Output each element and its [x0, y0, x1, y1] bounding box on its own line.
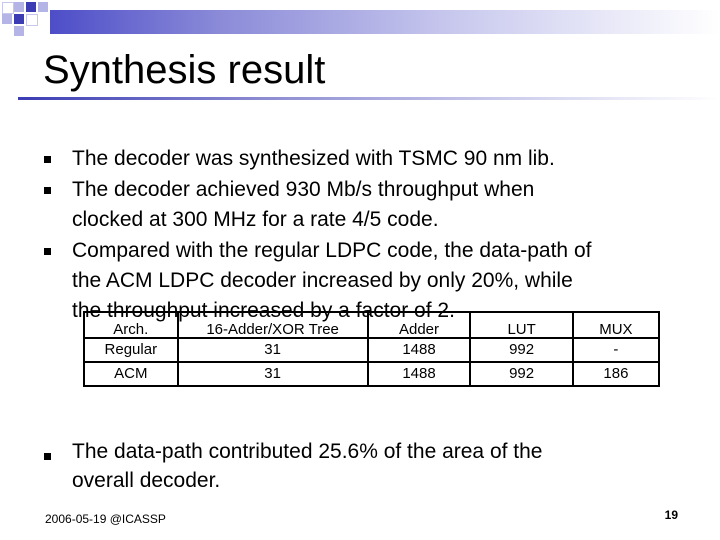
bullet-line: Compared with the regular LDPC code, the data-path of [72, 239, 592, 262]
table-header-row [84, 312, 659, 338]
bullet-line: the throughput increased by a factor of 2. [72, 299, 455, 322]
title-underline [18, 97, 720, 100]
table-cell: - [573, 338, 659, 362]
table-cell: 186 [573, 362, 659, 386]
table-cell: ACM [84, 362, 178, 386]
table-cell: 31 [178, 338, 368, 362]
table-cell: 992 [470, 362, 572, 386]
table-cell: 31 [178, 362, 368, 386]
bullet-line: The data-path contributed 25.6% of the area of the [72, 440, 543, 463]
table-cell: 1488 [368, 338, 471, 362]
header-gradient-bar [50, 10, 720, 34]
footer-date-venue: 2006-05-19 @ICASSP [45, 512, 166, 526]
bullet-marker [44, 248, 51, 255]
table-row [84, 338, 659, 362]
table-row [84, 362, 659, 386]
table-cell: Regular [84, 338, 178, 362]
synthesis-table [83, 311, 660, 387]
table-header: MUX [573, 312, 659, 338]
bullet-line: overall decoder. [72, 469, 221, 492]
table-header: 16-Adder/XOR Tree [178, 312, 368, 338]
table-header: Arch. [84, 312, 178, 338]
bullet-line: the ACM LDPC decoder increased by only 20%, while [72, 269, 573, 292]
bullet-marker [44, 156, 51, 163]
table-cell: 992 [470, 338, 572, 362]
bullet-marker [44, 453, 51, 460]
page-number: 19 [664, 508, 678, 522]
bullet-marker [44, 187, 51, 194]
bullet-line: The decoder achieved 930 Mb/s throughput when [72, 178, 535, 201]
bullet-line: The decoder was synthesized with TSMC 90 nm lib. [72, 147, 555, 170]
bullet-line: clocked at 300 MHz for a rate 4/5 code. [72, 208, 439, 231]
table-header: LUT [470, 312, 572, 338]
slide-title: Synthesis result [43, 48, 326, 92]
table-header: Adder [368, 312, 471, 338]
table-cell: 1488 [368, 362, 471, 386]
